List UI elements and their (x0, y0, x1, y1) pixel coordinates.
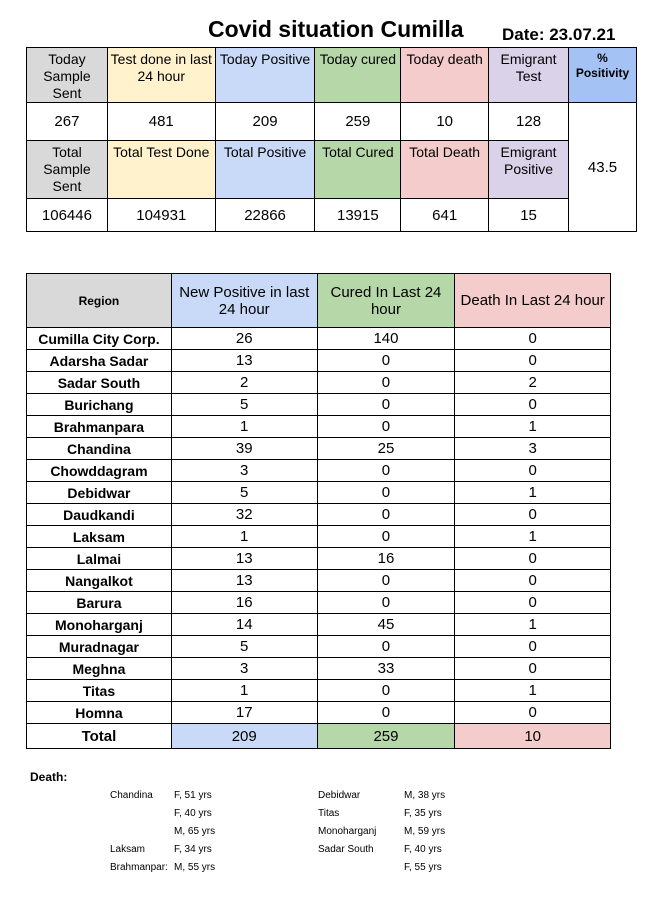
value-emigrant-positive: 15 (489, 199, 569, 232)
table-row (27, 482, 611, 504)
cell-death: 0 (455, 702, 611, 724)
death-info: F, 55 yrs (404, 862, 442, 873)
cell-new-positive: 32 (171, 504, 317, 526)
value-today-death: 10 (401, 103, 489, 141)
death-info: F, 40 yrs (404, 844, 442, 855)
death-info: M, 38 yrs (404, 790, 446, 801)
death-section-label: Death: (30, 770, 68, 784)
header-cured-24h: Cured In Last 24 hour (317, 274, 455, 328)
total-new-positive: 209 (171, 724, 317, 749)
death-place: Titas (318, 808, 340, 819)
value-test-done-24h: 481 (107, 103, 215, 141)
cell-new-positive: 16 (171, 592, 317, 614)
cell-new-positive: 5 (171, 636, 317, 658)
cell-region-name: Monoharganj (27, 614, 172, 636)
cell-cured: 0 (317, 372, 455, 394)
cell-cured: 140 (317, 328, 455, 350)
header-test-done-24h: Test done in last 24 hour (107, 48, 215, 103)
cell-region-name: Meghna (27, 658, 172, 680)
death-info: F, 34 yrs (174, 844, 212, 855)
table-row (27, 438, 611, 460)
table-row (27, 702, 611, 724)
value-today-sample-sent: 267 (27, 103, 108, 141)
header-total-cured: Total Cured (315, 141, 401, 199)
cell-death: 0 (455, 592, 611, 614)
cell-new-positive: 3 (171, 460, 317, 482)
cell-cured: 0 (317, 482, 455, 504)
table-row (27, 460, 611, 482)
value-total-positive: 22866 (215, 199, 315, 232)
header-today-cured: Today cured (315, 48, 401, 103)
death-info: M, 59 yrs (404, 826, 446, 837)
cell-death: 1 (455, 482, 611, 504)
table-row (27, 570, 611, 592)
cell-region-name: Cumilla City Corp. (27, 328, 172, 350)
cell-new-positive: 5 (171, 482, 317, 504)
region-table (26, 273, 611, 749)
cell-death: 0 (455, 658, 611, 680)
cell-cured: 0 (317, 570, 455, 592)
summary-table (26, 47, 637, 232)
cell-death: 0 (455, 548, 611, 570)
cell-new-positive: 3 (171, 658, 317, 680)
death-info: F, 51 yrs (174, 790, 212, 801)
cell-cured: 0 (317, 526, 455, 548)
table-row (27, 636, 611, 658)
death-place: Chandina (110, 790, 153, 801)
table-row (27, 372, 611, 394)
table-row (27, 658, 611, 680)
header-today-positive: Today Positive (215, 48, 315, 103)
cell-new-positive: 5 (171, 394, 317, 416)
cell-new-positive: 1 (171, 526, 317, 548)
death-place: Debidwar (318, 790, 361, 801)
value-total-test-done: 104931 (107, 199, 215, 232)
cell-region-name: Burichang (27, 394, 172, 416)
cell-new-positive: 13 (171, 570, 317, 592)
header-total-positive: Total Positive (215, 141, 315, 199)
cell-death: 1 (455, 614, 611, 636)
table-row (27, 680, 611, 702)
table-row (27, 504, 611, 526)
header-positivity: % Positivity (569, 48, 637, 103)
header-region: Region (27, 274, 172, 328)
header-total-sample-sent: Total Sample Sent (27, 141, 108, 199)
cell-cured: 0 (317, 680, 455, 702)
cell-cured: 0 (317, 350, 455, 372)
header-death-24h: Death In Last 24 hour (455, 274, 611, 328)
value-total-sample-sent: 106446 (27, 199, 108, 232)
header-total-death: Total Death (401, 141, 489, 199)
cell-death: 1 (455, 680, 611, 702)
total-label: Total (27, 724, 172, 749)
cell-cured: 16 (317, 548, 455, 570)
cell-death: 0 (455, 394, 611, 416)
cell-death: 3 (455, 438, 611, 460)
cell-death: 0 (455, 350, 611, 372)
cell-region-name: Chowddagram (27, 460, 172, 482)
cell-cured: 45 (317, 614, 455, 636)
cell-region-name: Adarsha Sadar (27, 350, 172, 372)
table-row (27, 328, 611, 350)
cell-new-positive: 26 (171, 328, 317, 350)
cell-cured: 0 (317, 592, 455, 614)
total-death: 10 (455, 724, 611, 749)
header-emigrant-test: Emigrant Test (489, 48, 569, 103)
report-date: Date: 23.07.21 (502, 25, 616, 44)
cell-region-name: Muradnagar (27, 636, 172, 658)
value-emigrant-test: 128 (489, 103, 569, 141)
page-title: Covid situation Cumilla (208, 16, 464, 42)
cell-region-name: Barura (27, 592, 172, 614)
cell-cured: 25 (317, 438, 455, 460)
table-row (27, 526, 611, 548)
cell-region-name: Titas (27, 680, 172, 702)
cell-region-name: Debidwar (27, 482, 172, 504)
cell-cured: 0 (317, 460, 455, 482)
header-new-positive: New Positive in last 24 hour (171, 274, 317, 328)
cell-new-positive: 1 (171, 416, 317, 438)
cell-cured: 0 (317, 394, 455, 416)
cell-death: 2 (455, 372, 611, 394)
total-cured: 259 (317, 724, 455, 749)
cell-cured: 0 (317, 416, 455, 438)
cell-cured: 33 (317, 658, 455, 680)
header-emigrant-positive: Emigrant Positive (489, 141, 569, 199)
value-total-cured: 13915 (315, 199, 401, 232)
value-today-cured: 259 (315, 103, 401, 141)
cell-death: 0 (455, 504, 611, 526)
cell-region-name: Laksam (27, 526, 172, 548)
death-place: Laksam (110, 844, 146, 855)
death-place: Sadar South (318, 844, 374, 855)
cell-new-positive: 39 (171, 438, 317, 460)
cell-death: 0 (455, 636, 611, 658)
table-row (27, 416, 611, 438)
table-row (27, 614, 611, 636)
cell-death: 1 (455, 526, 611, 548)
cell-region-name: Homna (27, 702, 172, 724)
cell-death: 0 (455, 570, 611, 592)
death-info: M, 55 yrs (174, 862, 216, 873)
cell-cured: 0 (317, 504, 455, 526)
table-row (27, 350, 611, 372)
cell-new-positive: 1 (171, 680, 317, 702)
cell-region-name: Sadar South (27, 372, 172, 394)
cell-new-positive: 13 (171, 350, 317, 372)
cell-new-positive: 14 (171, 614, 317, 636)
death-info: M, 65 yrs (174, 826, 216, 837)
death-info: F, 35 yrs (404, 808, 442, 819)
cell-new-positive: 13 (171, 548, 317, 570)
cell-death: 0 (455, 328, 611, 350)
header-today-death: Today death (401, 48, 489, 103)
cell-region-name: Daudkandi (27, 504, 172, 526)
cell-cured: 0 (317, 636, 455, 658)
header-today-sample-sent: Today Sample Sent (27, 48, 108, 103)
cell-region-name: Nangalkot (27, 570, 172, 592)
table-row (27, 592, 611, 614)
table-row (27, 548, 611, 570)
cell-death: 1 (455, 416, 611, 438)
death-info: F, 40 yrs (174, 808, 212, 819)
header-total-test-done: Total Test Done (107, 141, 215, 199)
cell-death: 0 (455, 460, 611, 482)
cell-region-name: Chandina (27, 438, 172, 460)
cell-cured: 0 (317, 702, 455, 724)
value-today-positive: 209 (215, 103, 315, 141)
death-place: Brahmanpar: (110, 862, 168, 873)
cell-region-name: Lalmai (27, 548, 172, 570)
cell-region-name: Brahmanpara (27, 416, 172, 438)
cell-new-positive: 17 (171, 702, 317, 724)
table-row (27, 394, 611, 416)
value-total-death: 641 (401, 199, 489, 232)
value-positivity: 43.5 (569, 103, 637, 232)
death-place: Monoharganj (318, 826, 377, 837)
cell-new-positive: 2 (171, 372, 317, 394)
